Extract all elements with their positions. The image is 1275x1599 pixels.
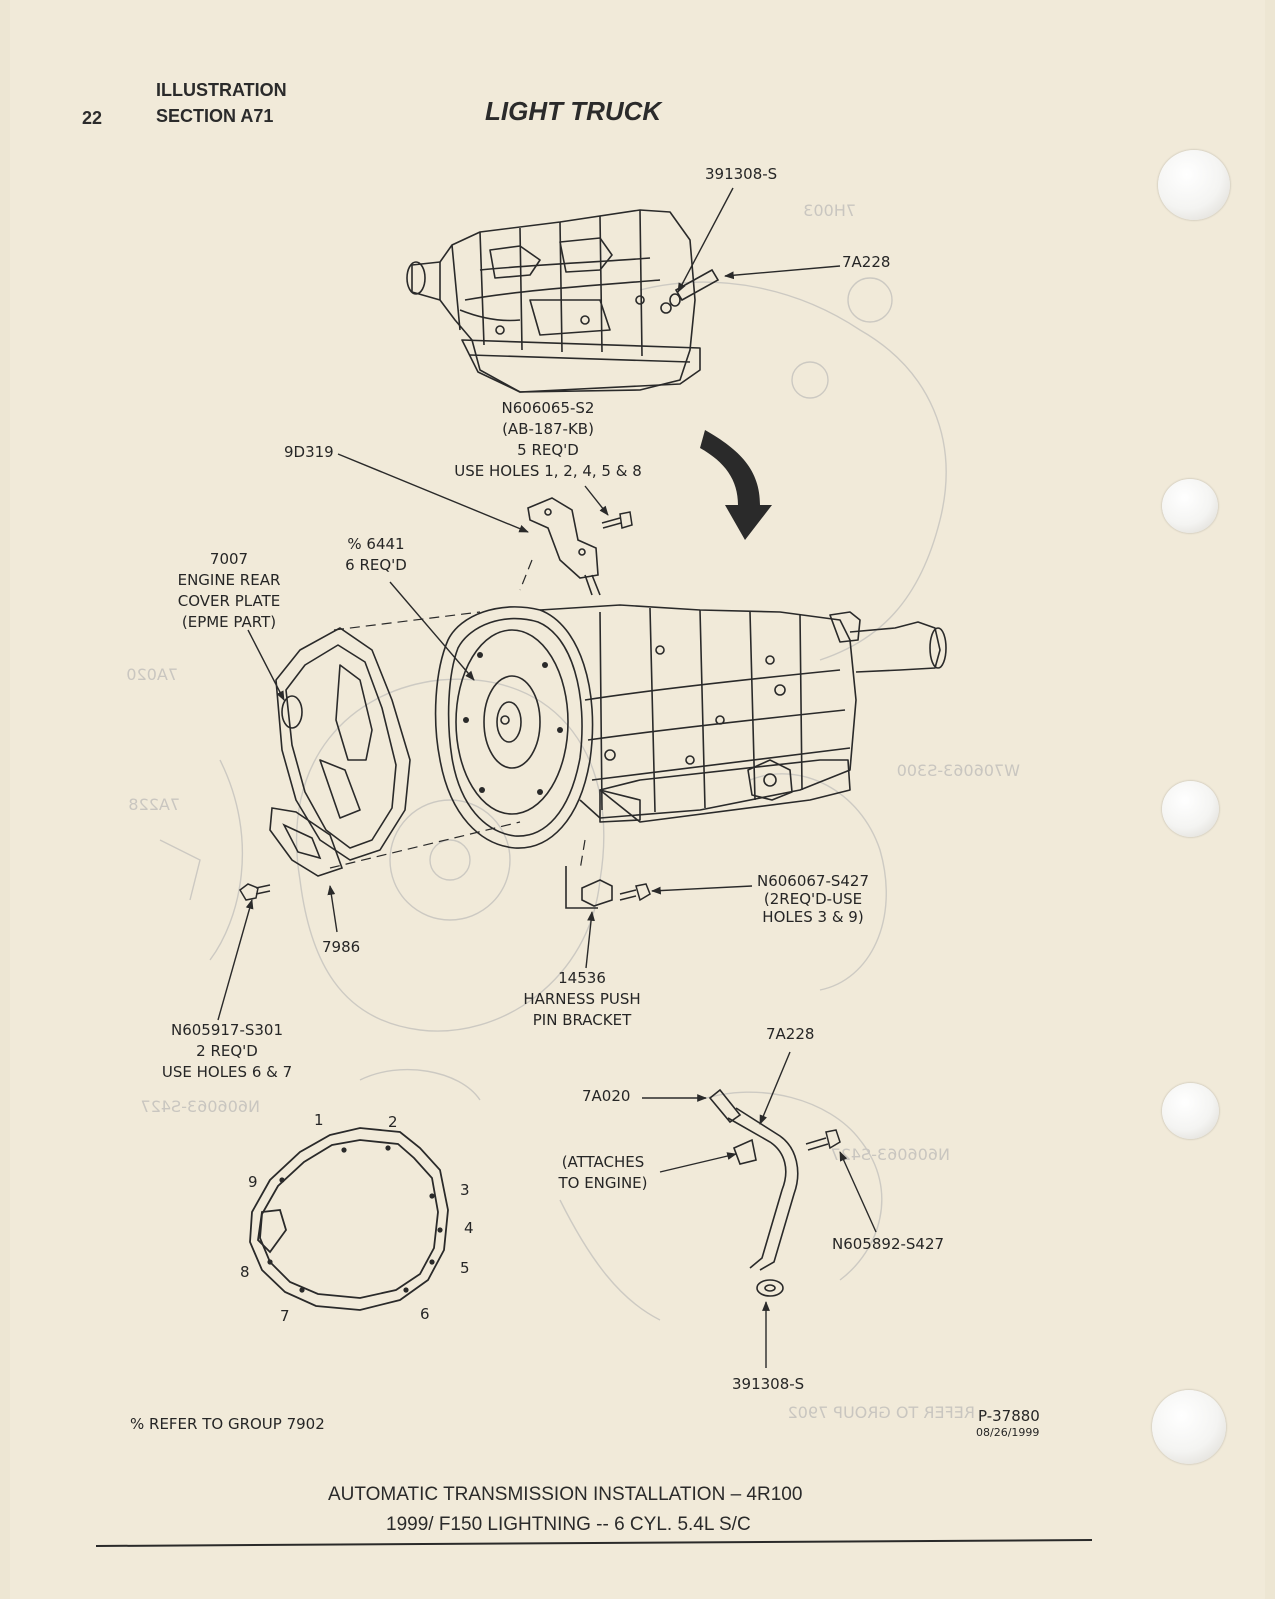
callout-7986: 7986 xyxy=(322,938,361,956)
callout-9d319: 9D319 xyxy=(284,443,334,461)
callout-attaches-line1: (ATTACHES xyxy=(561,1153,645,1171)
svg-text:N606063-S427: N606063-S427 xyxy=(140,1097,260,1116)
page-number: 22 xyxy=(82,108,103,128)
leader-lines xyxy=(218,188,876,1368)
callout-n606067 xyxy=(748,872,878,926)
callout-7007-line4: (EPME PART) xyxy=(181,613,277,631)
hole-number-5: 5 xyxy=(460,1259,470,1277)
bracket-9d319 xyxy=(528,498,600,595)
bolt-n605917 xyxy=(240,884,270,900)
callout-7007-line1: 7007 xyxy=(209,550,249,568)
callout-n606065-line1: N606065-S2 xyxy=(501,399,595,417)
bolt-n606067 xyxy=(620,884,650,900)
svg-text:N606063-S427: N606063-S427 xyxy=(830,1145,950,1164)
illustration-label: ILLUSTRATION xyxy=(156,80,287,100)
callout-n605917-line1: N605917-S301 xyxy=(170,1021,284,1039)
callout-n606067-line1: N606067-S427 xyxy=(756,872,870,890)
callout-7a020: 7A020 xyxy=(582,1087,631,1105)
callout-n606067-line3: HOLES 3 & 9) xyxy=(762,908,864,926)
svg-text:7A020: 7A020 xyxy=(126,665,178,684)
footer-title: AUTOMATIC TRANSMISSION INSTALLATION – 4R100 xyxy=(328,1484,803,1505)
callout-6441-line2: 6 REQ'D xyxy=(345,556,407,574)
hole-number-1: 1 xyxy=(314,1111,324,1129)
hole-number-2: 2 xyxy=(388,1113,398,1131)
section-label: SECTION A71 xyxy=(156,106,274,126)
harness-push-pin-bracket xyxy=(566,866,612,908)
hole-number-4: 4 xyxy=(464,1219,474,1237)
bell-housing-gasket xyxy=(250,1128,448,1310)
callout-14536-line1: 14536 xyxy=(558,969,606,987)
bolt-n606065 xyxy=(602,512,632,528)
footnote: % REFER TO GROUP 7902 xyxy=(130,1415,325,1433)
callout-7007 xyxy=(164,549,294,633)
svg-text:REFER TO GROUP 7902: REFER TO GROUP 7902 xyxy=(787,1403,975,1422)
hole-number-7: 7 xyxy=(280,1307,290,1325)
assembly-arrow xyxy=(700,430,772,540)
svg-text:7A228: 7A228 xyxy=(128,795,180,814)
callout-7a228-top: 7A228 xyxy=(842,253,891,271)
callout-6441 xyxy=(336,534,416,576)
callout-14536 xyxy=(512,968,652,1031)
callout-n605917-line3: USE HOLES 6 & 7 xyxy=(161,1063,293,1081)
dipstick-tube-top xyxy=(661,270,718,313)
callout-n606067-line2: (2REQ'D-USE xyxy=(763,890,863,908)
callout-n606065-line2: (AB-187-KB) xyxy=(502,420,594,438)
hole-number-3: 3 xyxy=(460,1181,470,1199)
callout-391308-top: 391308-S xyxy=(705,165,778,183)
callout-14536-line3: PIN BRACKET xyxy=(532,1011,632,1029)
callout-7007-line3: COVER PLATE xyxy=(177,592,281,610)
plate-7986 xyxy=(270,808,342,876)
hole-number-9: 9 xyxy=(248,1173,258,1191)
callout-attaches-line2: TO ENGINE) xyxy=(558,1174,648,1192)
figure-date: 08/26/1999 xyxy=(976,1426,1040,1439)
transmission-top xyxy=(407,210,700,392)
dipstick-tube-bottom xyxy=(710,1090,798,1296)
transmission-main xyxy=(436,605,946,848)
callout-6441-line1: % 6441 xyxy=(347,535,405,553)
callout-n606065-line3: 5 REQ'D xyxy=(517,441,579,459)
callout-n605917 xyxy=(142,1020,312,1083)
hole-number-6: 6 xyxy=(420,1305,430,1323)
page-title: LIGHT TRUCK xyxy=(485,96,662,126)
callout-attaches-to-engine xyxy=(548,1152,658,1194)
svg-text:7H003: 7H003 xyxy=(803,201,856,220)
callout-n605892: N605892-S427 xyxy=(832,1235,945,1253)
callout-n606065 xyxy=(448,398,648,482)
callout-7a228-bottom: 7A228 xyxy=(766,1025,815,1043)
callout-7007-line2: ENGINE REAR xyxy=(177,571,281,589)
figure-id: P-37880 xyxy=(978,1407,1040,1425)
callout-n605917-line2: 2 REQ'D xyxy=(196,1042,258,1060)
engine-rear-cover-plate xyxy=(276,628,410,860)
footer-rule xyxy=(96,1540,1092,1546)
callout-n606065-line4: USE HOLES 1, 2, 4, 5 & 8 xyxy=(454,462,642,480)
svg-text:W706063-S300: W706063-S300 xyxy=(896,761,1020,780)
footer-vehicle: 1999/ F150 LIGHTNING -- 6 CYL. 5.4L S/C xyxy=(386,1514,751,1535)
callout-14536-line2: HARNESS PUSH xyxy=(523,990,641,1008)
callout-391308-bottom: 391308-S xyxy=(732,1375,805,1393)
hole-number-8: 8 xyxy=(240,1263,250,1281)
